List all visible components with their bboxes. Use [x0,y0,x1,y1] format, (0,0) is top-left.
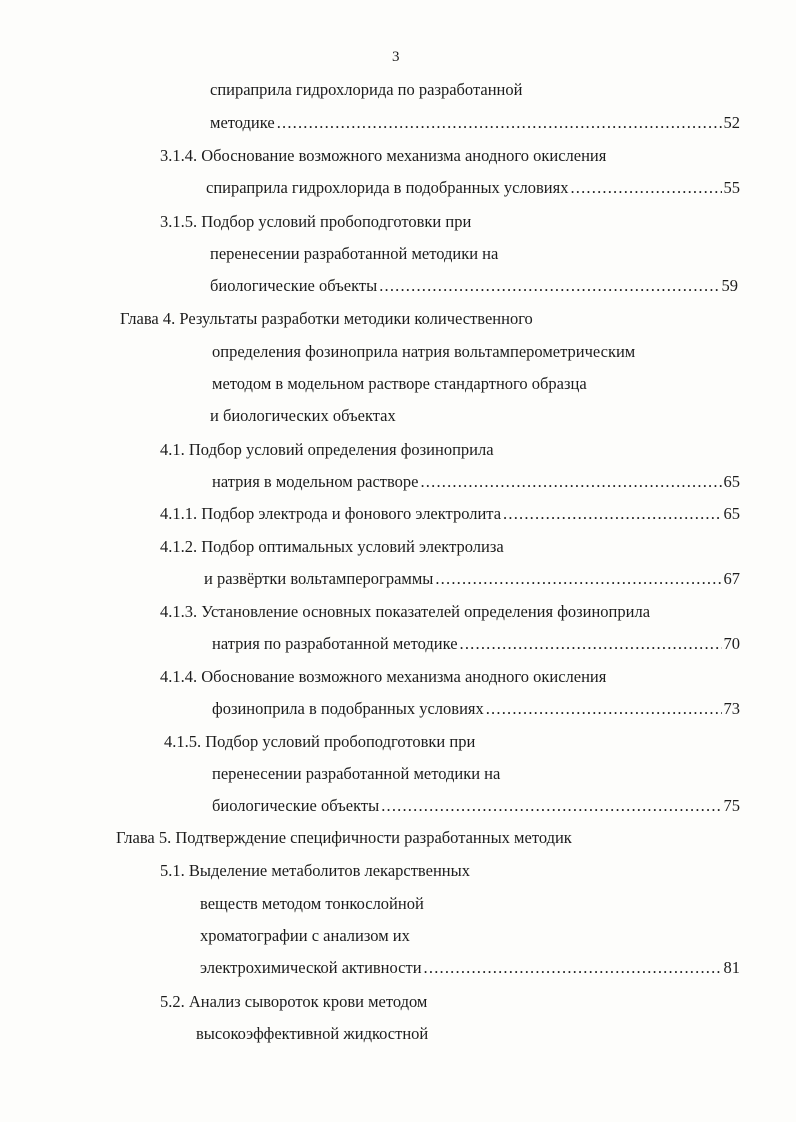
dot-leader [379,276,719,296]
toc-line-continuation: методом в модельном растворе стандартного образца [212,374,587,393]
toc-chapter-5: Глава 5. Подтверждение специфичности разработанных методик [116,828,572,847]
toc-entry-title: методике [210,113,275,132]
toc-entry-title: спираприла гидрохлорида в подобранных условиях [206,178,569,197]
toc-entry-title: электрохимической активности [200,958,422,977]
toc-entry-page: 73 [723,699,740,718]
toc-entry-4-1-5: 4.1.5. Подбор условий пробоподготовки при [164,732,476,751]
toc-entry-4-1-4-end [212,699,740,719]
toc-entry-page: 75 [723,796,740,815]
toc-entry-4-1-3-end [212,634,740,654]
toc-entry-4-1-3: 4.1.3. Установление основных показателей определения фозиноприла [160,602,651,621]
toc-line-continuation: веществ методом тонкослойной [200,894,424,913]
dot-leader [277,113,722,133]
toc-entry-3-1-3-end [210,113,740,133]
toc-entry-4-1-2: 4.1.2. Подбор оптимальных условий электролиза [160,537,504,556]
toc-entry-4-1-end [212,472,740,492]
toc-line-continuation: спираприла гидрохлорида по разработанной [210,80,523,99]
toc-entry-page: 65 [723,504,740,523]
toc-entry-4-1: 4.1. Подбор условий определения фозиноприла [160,440,494,459]
dot-leader [460,634,722,654]
toc-entry-4-1-1 [160,504,740,524]
toc-chapter-4: Глава 4. Результаты разработки методики количественного [120,309,533,328]
toc-entry-5-1: 5.1. Выделение метаболитов лекарственных [160,861,470,880]
dot-leader [486,699,722,719]
toc-entry-title: натрия по разработанной методике [212,634,458,653]
toc-entry-5-1-end [200,958,740,978]
toc-line-continuation: высокоэффективной жидкостной [196,1024,429,1043]
toc-line-continuation: хроматографии с анализом их [200,926,410,945]
toc-line-continuation: и биологических объектах [210,406,396,425]
toc-entry-title: и развёртки вольтамперограммы [204,569,434,588]
toc-entry-page: 59 [721,276,738,295]
dot-leader [503,504,721,524]
toc-entry-page: 81 [723,958,740,977]
toc-entry-page: 52 [723,113,740,132]
toc-entry-title: натрия в модельном растворе [212,472,419,491]
toc-entry-page: 67 [723,569,740,588]
toc-entry-title: биологические объекты [212,796,380,815]
page-number: 3 [392,49,400,65]
toc-entry-title: биологические объекты [210,276,378,295]
toc-entry-4-1-2-end [204,569,740,589]
toc-entry-5-2: 5.2. Анализ сывороток крови методом [160,992,428,1011]
toc-entry-page: 70 [723,634,740,653]
toc-entry-title: фозиноприла в подобранных условиях [212,699,484,718]
toc-entry-3-1-4-end [206,178,740,198]
toc-entry-title: 4.1.1. Подбор электрода и фонового электролита [160,504,502,523]
toc-entry-4-1-5-end [212,796,740,816]
dot-leader [424,958,722,978]
toc-entry-4-1-4: 4.1.4. Обоснование возможного механизма анодного окисления [160,667,607,686]
toc-line-continuation: определения фозиноприла натрия вольтамперометрическим [212,342,636,361]
dot-leader [381,796,721,816]
toc-line-continuation: перенесении разработанной методики на [212,764,501,783]
toc-entry-page: 55 [723,178,740,197]
dot-leader [435,569,721,589]
toc-entry-3-1-5-end [210,276,738,296]
toc-entry-page: 65 [723,472,740,491]
dot-leader [570,178,721,198]
dot-leader [420,472,721,492]
toc-line-continuation: перенесении разработанной методики на [210,244,499,263]
toc-entry-3-1-4: 3.1.4. Обоснование возможного механизма анодного окисления [160,146,607,165]
toc-entry-3-1-5: 3.1.5. Подбор условий пробоподготовки при [160,212,472,231]
